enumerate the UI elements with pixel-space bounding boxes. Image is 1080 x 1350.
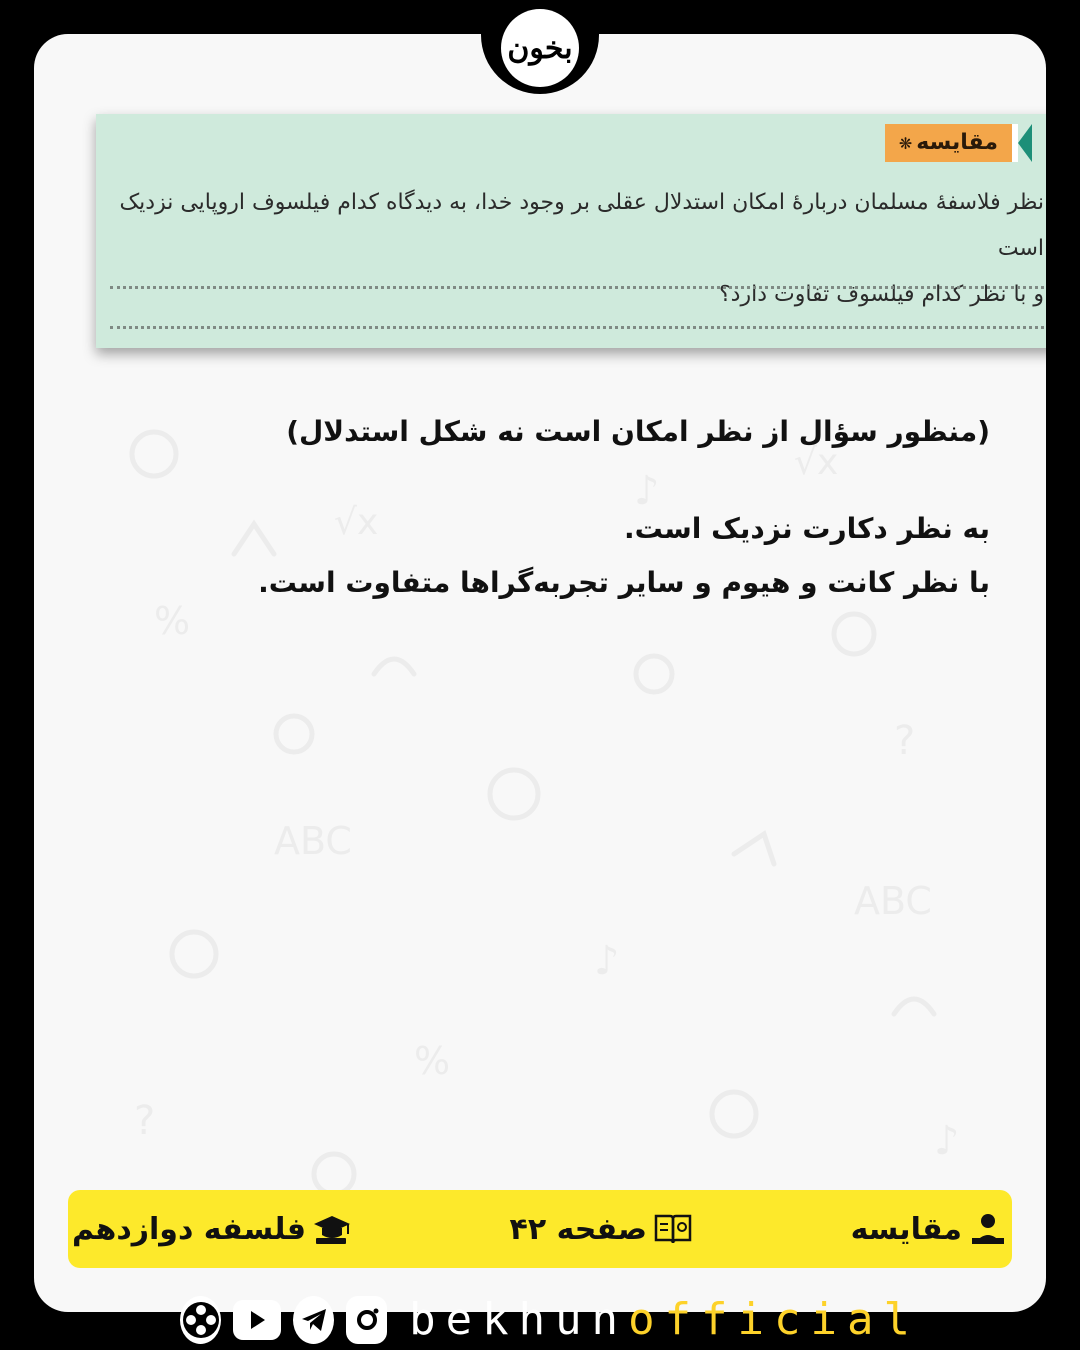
answer-note: (منظور سؤال از نظر امکان است نه شکل استدلال) [286,415,990,448]
footer-info-bar [68,1190,1012,1268]
svg-text:?: ? [134,1098,156,1144]
question-text [110,180,1044,318]
tag-ornament-icon: ❋ [898,134,913,153]
tag-label: مقایسه❋ [885,124,1018,162]
open-book-icon [653,1212,693,1246]
answer-line-2: با نظر کانت و هیوم و سایر تجربه‌گراها متفاوت است. [258,566,990,599]
svg-text:♪: ♪ [594,938,620,984]
footer-page-label: صفحه ۴۲ [509,1211,648,1247]
handle-part-1: bekhun [409,1294,629,1345]
tag-chevron-icon [1018,124,1032,162]
svg-text:%: % [154,599,191,643]
handle-part-2: official [628,1294,920,1345]
instagram-icon[interactable] [346,1296,387,1344]
footer-section-label: مقایسه [850,1211,962,1247]
answer-dotted-line-1 [110,286,1044,289]
svg-text:♪: ♪ [634,468,660,514]
answer-block [34,412,990,610]
telegram-icon[interactable] [293,1296,334,1344]
svg-text:?: ? [894,718,916,764]
graduation-cap-icon [312,1212,352,1246]
footer-book-label: فلسفه دوازدهم [72,1211,306,1247]
svg-text:ABC: ABC [274,819,352,863]
question-line-1: نظر فلاسفهٔ مسلمان دربارهٔ امکان استدلال عقلی بر وجود خدا، به دیدگاه کدام فیلسوف اروپایی نزدیک است [119,190,1044,261]
teacher-icon [968,1212,1008,1246]
question-line-2: و با نظر کدام فیلسوف تفاوت دارد؟ [718,282,1044,307]
content-card [34,34,1046,1312]
svg-text:%: % [414,1039,451,1083]
film-reel-icon[interactable] [180,1296,221,1344]
logo-mark: بخون [501,9,579,87]
svg-text:♪: ♪ [934,1118,960,1164]
textbook-question-box [96,114,1046,348]
footer-page [510,1212,693,1247]
footer-book [72,1212,352,1247]
svg-text:√x: √x [794,442,839,483]
section-tag [885,124,1032,162]
youtube-icon[interactable] [233,1300,281,1340]
social-bar [180,1290,920,1350]
answer-dotted-line-2 [110,326,1044,329]
svg-text:√x: √x [334,502,379,543]
svg-text:ABC: ABC [854,879,932,923]
brand-handle[interactable] [409,1290,920,1350]
footer-section [851,1212,1008,1247]
answer-line-1: به نظر دکارت نزدیک است. [623,512,990,545]
